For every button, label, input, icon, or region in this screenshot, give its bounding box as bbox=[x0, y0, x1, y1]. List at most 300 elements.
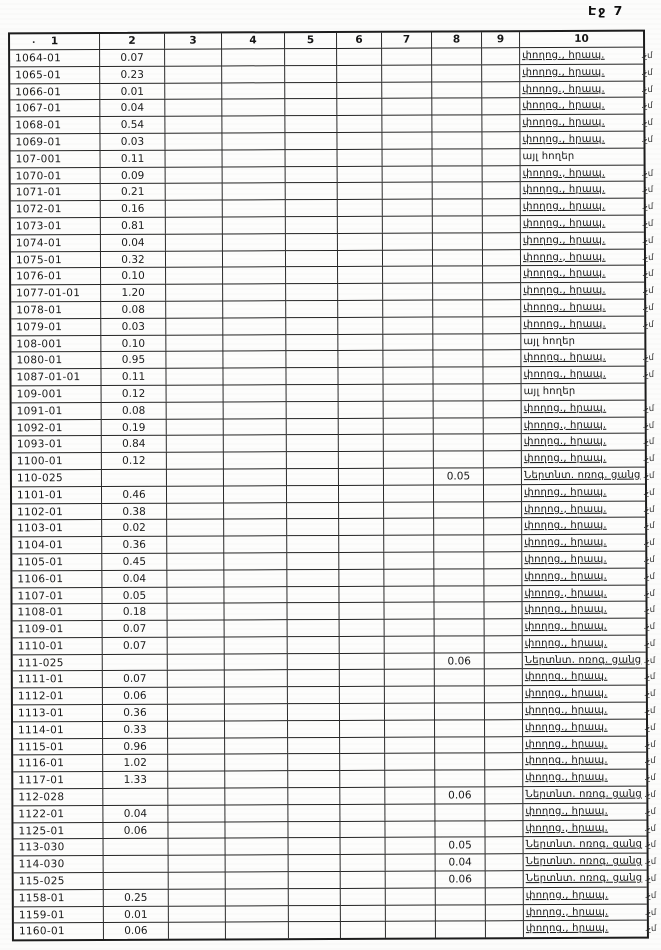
empty-cell bbox=[223, 183, 286, 200]
col8-value-cell bbox=[434, 434, 484, 451]
col8-value-cell bbox=[434, 400, 484, 417]
margin-mark: .չմ bbox=[644, 773, 656, 784]
margin-mark: .չմ bbox=[642, 353, 654, 364]
empty-cell bbox=[224, 418, 287, 435]
empty-cell bbox=[287, 434, 339, 451]
empty-cell bbox=[385, 703, 435, 720]
empty-cell bbox=[168, 704, 225, 721]
col8-value-cell: 0.06 bbox=[435, 652, 485, 669]
empty-cell bbox=[166, 233, 223, 250]
empty-cell bbox=[224, 502, 287, 519]
parcel-id-cell: 1073-01 bbox=[11, 217, 101, 234]
land-use-note-text: փողոց., հրապ. bbox=[524, 704, 608, 717]
col8-value-cell bbox=[433, 366, 483, 383]
parcel-id-cell: 1113-01 bbox=[13, 704, 103, 721]
empty-cell bbox=[222, 65, 285, 82]
empty-cell bbox=[168, 771, 225, 788]
empty-cell bbox=[338, 350, 383, 367]
col8-value-cell: 0.06 bbox=[435, 786, 485, 803]
empty-cell bbox=[484, 501, 522, 518]
empty-cell bbox=[168, 687, 225, 704]
land-use-note-text: փողոց., հրապ. bbox=[522, 133, 606, 146]
area-value-cell: 0.10 bbox=[101, 267, 166, 284]
parcel-id-cell: 1122-01 bbox=[13, 805, 103, 822]
empty-cell bbox=[338, 249, 383, 266]
empty-cell bbox=[386, 887, 436, 904]
parcel-id-cell: 1066-01 bbox=[10, 83, 100, 100]
land-use-note-cell bbox=[522, 500, 645, 517]
land-use-note-cell bbox=[523, 668, 646, 685]
empty-cell bbox=[483, 266, 521, 283]
empty-cell bbox=[226, 838, 289, 855]
empty-cell bbox=[386, 837, 436, 854]
margin-mark: .չմ bbox=[641, 218, 654, 229]
margin-mark: .չմ bbox=[644, 890, 657, 901]
empty-cell bbox=[223, 283, 286, 300]
empty-cell bbox=[287, 569, 339, 586]
empty-cell bbox=[385, 787, 435, 804]
land-use-note-text: այլ հողեր bbox=[523, 335, 576, 347]
empty-cell bbox=[485, 803, 523, 820]
empty-cell bbox=[224, 401, 287, 418]
empty-cell bbox=[483, 333, 521, 350]
empty-cell bbox=[289, 888, 341, 905]
parcel-id-cell: 1158-01 bbox=[14, 889, 104, 906]
col8-value-cell bbox=[435, 618, 485, 635]
empty-cell bbox=[166, 149, 223, 166]
empty-cell bbox=[288, 653, 340, 670]
area-value-cell bbox=[104, 838, 169, 855]
parcel-id-cell: 1116-01 bbox=[13, 754, 103, 771]
empty-cell bbox=[338, 233, 383, 250]
empty-cell bbox=[168, 754, 225, 771]
empty-cell bbox=[385, 652, 435, 669]
empty-cell bbox=[288, 619, 340, 636]
land-use-note-text: Ներտնտ. ոռոգ. ցանց bbox=[524, 654, 642, 666]
land-use-note-text: Ներտնտ. ոռոգ. ցանց bbox=[525, 855, 643, 868]
land-use-note-cell bbox=[521, 282, 644, 299]
empty-cell bbox=[224, 535, 287, 552]
empty-cell bbox=[339, 417, 384, 434]
empty-cell bbox=[339, 552, 384, 569]
empty-cell bbox=[484, 517, 522, 534]
empty-cell bbox=[485, 719, 523, 736]
parcel-id-cell: 1077-01-01 bbox=[11, 284, 101, 301]
land-use-note-text: Ներտնտ. ոռոգ. ցանց bbox=[525, 839, 643, 851]
empty-cell bbox=[225, 653, 288, 670]
land-use-note-cell bbox=[524, 836, 647, 853]
area-value-cell: 0.03 bbox=[100, 133, 165, 150]
parcel-id-cell: 1159-01 bbox=[14, 906, 104, 923]
margin-mark bbox=[642, 333, 661, 350]
col8-value-cell: 0.04 bbox=[436, 854, 486, 871]
margin-mark: .չմ bbox=[644, 756, 656, 767]
land-use-note-text: փողոց., հրապ. bbox=[523, 419, 607, 431]
empty-cell bbox=[165, 132, 222, 149]
margin-mark: .չմ bbox=[644, 790, 656, 801]
parcel-id-cell: 1100-01 bbox=[12, 452, 102, 469]
margin-mark: .չմ bbox=[642, 437, 655, 448]
area-value-cell: 0.01 bbox=[100, 82, 165, 99]
empty-cell bbox=[485, 736, 523, 753]
empty-cell bbox=[223, 267, 286, 284]
area-value-cell: 0.23 bbox=[100, 66, 165, 83]
parcel-id-cell: 107-001 bbox=[11, 150, 101, 167]
land-use-note-cell bbox=[520, 114, 643, 131]
area-value-cell: 0.45 bbox=[102, 553, 167, 570]
land-use-note-text: փողոց., հրապ. bbox=[522, 217, 606, 230]
parcel-id-cell: 1070-01 bbox=[11, 167, 101, 184]
land-use-note-text: փողոց., հրապ. bbox=[523, 452, 607, 465]
margin-mark: .չմ bbox=[643, 655, 656, 666]
area-value-cell: 0.04 bbox=[101, 233, 166, 250]
empty-cell bbox=[383, 165, 433, 182]
empty-cell bbox=[169, 922, 226, 939]
col8-value-cell bbox=[434, 450, 484, 467]
parcel-id-cell: 115-025 bbox=[14, 872, 104, 889]
area-value-cell bbox=[104, 872, 169, 889]
empty-cell bbox=[339, 451, 384, 468]
margin-mark: .չմ bbox=[642, 487, 655, 498]
area-value-cell: 0.96 bbox=[103, 737, 168, 754]
area-value-cell: 0.84 bbox=[102, 435, 167, 452]
empty-cell bbox=[223, 149, 286, 166]
margin-mark: .չմ bbox=[642, 504, 655, 515]
empty-cell bbox=[226, 888, 289, 905]
land-use-note-text: փողոց., հրապ. bbox=[523, 352, 607, 364]
area-value-cell: 0.04 bbox=[103, 805, 168, 822]
land-use-note-cell bbox=[522, 534, 645, 551]
margin-mark: .չմ bbox=[641, 134, 653, 145]
empty-cell bbox=[167, 603, 224, 620]
empty-cell bbox=[285, 115, 337, 132]
empty-cell bbox=[385, 719, 435, 736]
land-use-note-cell bbox=[521, 349, 644, 366]
empty-cell bbox=[286, 350, 338, 367]
empty-cell bbox=[384, 417, 434, 434]
parcel-id-cell: 1102-01 bbox=[12, 502, 102, 519]
column-header-6: 6 bbox=[337, 33, 382, 48]
empty-cell bbox=[385, 736, 435, 753]
empty-cell bbox=[286, 216, 338, 233]
empty-cell bbox=[222, 48, 285, 65]
empty-cell bbox=[168, 804, 225, 821]
empty-cell bbox=[222, 99, 285, 116]
empty-cell bbox=[166, 300, 223, 317]
empty-cell bbox=[288, 669, 340, 686]
empty-cell bbox=[167, 384, 224, 401]
document-sheet bbox=[8, 30, 649, 942]
empty-cell bbox=[383, 367, 433, 384]
col8-value-cell bbox=[433, 232, 483, 249]
margin-mark: .չմ bbox=[643, 638, 656, 649]
parcel-id-cell: 114-030 bbox=[14, 855, 104, 872]
margin-mark: .չմ bbox=[643, 722, 656, 733]
margin-mark: .չմ bbox=[641, 269, 654, 280]
empty-cell bbox=[340, 686, 385, 703]
column-header-4: 4 bbox=[222, 33, 285, 48]
empty-cell bbox=[339, 602, 384, 619]
area-value-cell: 1.02 bbox=[103, 754, 168, 771]
land-use-note-text: փողոց., հրապ. bbox=[524, 688, 608, 700]
empty-cell bbox=[486, 870, 524, 887]
area-value-cell: 0.19 bbox=[102, 418, 167, 435]
margin-mark: .չմ bbox=[644, 907, 657, 918]
empty-cell bbox=[382, 48, 432, 65]
empty-cell bbox=[224, 485, 287, 502]
empty-cell bbox=[224, 451, 287, 468]
area-value-cell bbox=[103, 653, 168, 670]
col8-value-cell bbox=[433, 148, 483, 165]
empty-cell bbox=[165, 48, 222, 65]
margin-mark: .չմ bbox=[643, 554, 655, 565]
land-use-note-cell bbox=[520, 63, 643, 80]
col8-value-cell bbox=[433, 249, 483, 266]
empty-cell bbox=[222, 115, 285, 132]
land-use-note-cell bbox=[522, 584, 645, 601]
col8-value-cell bbox=[434, 417, 484, 434]
empty-cell bbox=[286, 333, 338, 350]
column-header-3: 3 bbox=[165, 33, 222, 48]
land-use-note-cell bbox=[523, 685, 646, 702]
col8-value-cell bbox=[432, 98, 482, 115]
empty-cell bbox=[168, 737, 225, 754]
empty-cell bbox=[223, 216, 286, 233]
land-use-note-text: փողոց., հրապ. bbox=[522, 100, 605, 112]
empty-cell bbox=[339, 484, 384, 501]
area-value-cell: 0.07 bbox=[100, 49, 165, 66]
land-use-note-text: փողոց., հրապ. bbox=[524, 587, 608, 599]
area-value-cell: 0.05 bbox=[102, 586, 167, 603]
land-use-note-text: Ներտնտ. ոռոգ. ցանց bbox=[525, 872, 643, 885]
empty-cell bbox=[483, 232, 521, 249]
empty-cell bbox=[384, 585, 434, 602]
area-value-cell: 0.07 bbox=[103, 637, 168, 654]
empty-cell bbox=[337, 81, 382, 98]
land-use-note-text: փողոց., հրապ. bbox=[522, 167, 606, 179]
empty-cell bbox=[288, 770, 340, 787]
empty-cell bbox=[383, 333, 433, 350]
empty-cell bbox=[338, 367, 383, 384]
empty-cell bbox=[385, 619, 435, 636]
empty-cell bbox=[338, 182, 383, 199]
empty-cell bbox=[286, 266, 338, 283]
empty-cell bbox=[483, 366, 521, 383]
empty-cell bbox=[287, 552, 339, 569]
empty-cell bbox=[384, 434, 434, 451]
empty-cell bbox=[339, 568, 384, 585]
parcel-id-cell: 1069-01 bbox=[10, 133, 100, 150]
col8-value-cell bbox=[436, 887, 486, 904]
empty-cell bbox=[287, 585, 339, 602]
empty-cell bbox=[286, 283, 338, 300]
empty-cell bbox=[225, 804, 288, 821]
margin-mark: .չմ bbox=[641, 202, 654, 213]
margin-mark: .չմ bbox=[644, 873, 657, 885]
parcel-id-cell: 1160-01 bbox=[14, 922, 104, 939]
land-use-note-cell bbox=[522, 383, 645, 400]
margin-mark: .չմ bbox=[642, 302, 654, 313]
area-value-cell: 0.81 bbox=[101, 217, 166, 234]
empty-cell bbox=[287, 535, 339, 552]
empty-cell bbox=[167, 536, 224, 553]
empty-cell bbox=[225, 754, 288, 771]
col8-value-cell bbox=[434, 602, 484, 619]
empty-cell bbox=[383, 232, 433, 249]
margin-mark bbox=[642, 384, 661, 401]
land-use-note-text: փողոց., հրապ. bbox=[524, 553, 607, 566]
area-value-cell bbox=[104, 855, 169, 872]
parcel-id-cell: 1109-01 bbox=[13, 620, 103, 637]
empty-cell bbox=[483, 282, 521, 299]
land-use-note-text: փողոց., հրապ. bbox=[523, 268, 606, 280]
parcel-id-cell: 1091-01 bbox=[12, 402, 102, 419]
empty-cell bbox=[226, 922, 289, 939]
empty-cell bbox=[288, 787, 340, 804]
land-use-note-text: փողոց., հրապ. bbox=[523, 486, 607, 498]
col8-value-cell bbox=[435, 686, 485, 703]
land-use-note-text: այլ հողեր bbox=[523, 385, 576, 398]
empty-cell bbox=[485, 652, 523, 669]
empty-cell bbox=[225, 703, 288, 720]
empty-cell bbox=[285, 132, 337, 149]
margin-mark: .չմ bbox=[641, 235, 654, 246]
empty-cell bbox=[222, 132, 285, 149]
margin-mark: .չմ bbox=[644, 823, 656, 834]
parcel-id-cell: 112-028 bbox=[13, 788, 103, 805]
land-use-note-cell bbox=[522, 399, 645, 416]
empty-cell bbox=[225, 737, 288, 754]
empty-cell bbox=[338, 266, 383, 283]
area-value-cell: 0.36 bbox=[102, 536, 167, 553]
land-use-note-cell bbox=[521, 181, 644, 198]
margin-mark: .չմ bbox=[641, 101, 653, 112]
land-use-note-text: փողոց., հրապ. bbox=[525, 772, 608, 784]
empty-cell bbox=[285, 98, 337, 115]
parcel-id-cell: 113-030 bbox=[14, 838, 104, 855]
land-use-note-text: փողոց., հրապ. bbox=[524, 637, 608, 650]
area-value-cell: 0.04 bbox=[102, 569, 167, 586]
area-value-cell: 0.04 bbox=[100, 99, 165, 116]
land-use-note-text: փողոց., հրապ. bbox=[524, 536, 607, 549]
land-use-note-text: փողոց., հրապ. bbox=[523, 318, 606, 330]
empty-cell bbox=[287, 602, 339, 619]
margin-mark: .չմ bbox=[642, 370, 654, 381]
empty-cell bbox=[383, 350, 433, 367]
empty-cell bbox=[340, 736, 385, 753]
empty-cell bbox=[223, 199, 286, 216]
col8-value-cell bbox=[435, 702, 485, 719]
land-use-note-cell bbox=[521, 215, 644, 232]
margin-mark: .չմ bbox=[641, 50, 653, 61]
margin-mark: .չմ bbox=[642, 454, 655, 465]
area-value-cell: 0.06 bbox=[103, 687, 168, 704]
empty-cell bbox=[484, 601, 522, 618]
empty-cell bbox=[224, 602, 287, 619]
margin-mark: .չմ bbox=[644, 857, 657, 868]
land-use-note-text: փողոց., հրապ. bbox=[523, 402, 607, 414]
area-value-cell: 0.54 bbox=[100, 116, 165, 133]
land-use-note-cell bbox=[523, 752, 646, 769]
empty-cell bbox=[166, 284, 223, 301]
empty-cell bbox=[287, 451, 339, 468]
empty-cell bbox=[167, 452, 224, 469]
area-value-cell bbox=[103, 788, 168, 805]
land-use-note-cell bbox=[521, 315, 644, 332]
empty-cell bbox=[486, 837, 524, 854]
land-use-note-text: փողոց., հրապ. bbox=[523, 368, 607, 381]
land-use-note-text: փողոց., հրապ. bbox=[525, 822, 609, 834]
area-value-cell: 0.12 bbox=[102, 385, 167, 402]
empty-cell bbox=[289, 854, 341, 871]
empty-cell bbox=[384, 535, 434, 552]
col8-value-cell bbox=[432, 64, 482, 81]
empty-cell bbox=[384, 383, 434, 400]
empty-cell bbox=[340, 720, 385, 737]
empty-cell bbox=[382, 132, 432, 149]
empty-cell bbox=[287, 501, 339, 518]
empty-cell bbox=[224, 518, 287, 535]
empty-cell bbox=[384, 400, 434, 417]
land-use-note-cell bbox=[521, 231, 644, 248]
empty-cell bbox=[383, 299, 433, 316]
col8-value-cell bbox=[434, 551, 484, 568]
col8-value-cell bbox=[433, 350, 483, 367]
parcel-id-cell: 1101-01 bbox=[12, 486, 102, 503]
empty-cell bbox=[385, 686, 435, 703]
parcel-id-cell: 1104-01 bbox=[12, 536, 102, 553]
land-use-note-text: փողոց., հրապ. bbox=[522, 116, 605, 129]
empty-cell bbox=[223, 250, 286, 267]
empty-cell bbox=[287, 384, 339, 401]
empty-cell bbox=[383, 249, 433, 266]
empty-cell bbox=[341, 837, 386, 854]
empty-cell bbox=[338, 317, 383, 334]
parcel-id-cell: 1117-01 bbox=[13, 771, 103, 788]
empty-cell bbox=[285, 82, 337, 99]
empty-cell bbox=[223, 367, 286, 384]
empty-cell bbox=[382, 81, 432, 98]
empty-cell bbox=[287, 417, 339, 434]
empty-cell bbox=[339, 434, 384, 451]
empty-cell bbox=[386, 854, 436, 871]
land-use-note-cell bbox=[522, 551, 645, 568]
empty-cell bbox=[289, 905, 341, 922]
margin-mark: .չմ bbox=[643, 605, 656, 616]
parcel-id-cell: 1105-01 bbox=[12, 553, 102, 570]
empty-cell bbox=[339, 535, 384, 552]
empty-cell bbox=[340, 820, 385, 837]
margin-mark: .չմ bbox=[643, 622, 656, 633]
empty-cell bbox=[483, 299, 521, 316]
empty-cell bbox=[384, 568, 434, 585]
area-value-cell: 1.33 bbox=[103, 771, 168, 788]
parcel-id-cell: 1112-01 bbox=[13, 687, 103, 704]
col8-value-cell bbox=[433, 316, 483, 333]
empty-cell bbox=[289, 921, 341, 938]
empty-cell bbox=[339, 585, 384, 602]
empty-cell bbox=[223, 351, 286, 368]
empty-cell bbox=[287, 485, 339, 502]
empty-cell bbox=[482, 81, 520, 98]
margin-mark: .չմ bbox=[642, 286, 654, 297]
parcel-id-cell: 1067-01 bbox=[10, 99, 100, 116]
col8-value-cell bbox=[432, 47, 482, 64]
land-use-note-text: փողոց., հրապ. bbox=[524, 671, 608, 683]
area-value-cell: 0.11 bbox=[101, 368, 166, 385]
empty-cell bbox=[339, 468, 384, 485]
col8-value-cell bbox=[434, 585, 484, 602]
